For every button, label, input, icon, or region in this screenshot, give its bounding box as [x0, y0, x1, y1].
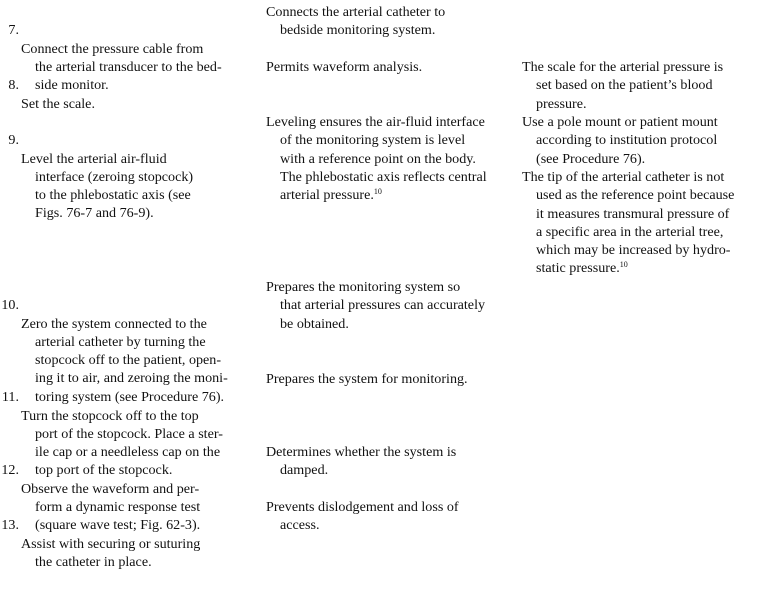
rationale-7: Connects the arterial catheter to bedside monitoring system. — [266, 4, 446, 39]
citation: 10 — [619, 260, 628, 270]
step-number: 9. — [8, 132, 19, 149]
step-text: Turn the stopcock off to the top port of the stopcock. Place a ster- ile cap or a needleless cap on the top port of the stopcock. — [21, 407, 223, 479]
step-number: 8. — [8, 77, 19, 94]
rationale-text: Leveling ensures the air-fluid interface of the monitoring system is level with a reference point on the body. The phlebostatic axis reflects central arterial pressure. — [266, 114, 487, 204]
step-text: Set the scale. — [21, 95, 95, 112]
rationale-10: Prepares the monitoring system so that arterial pressures can accurately be obtained. — [266, 279, 486, 332]
notes-text: The tip of the arterial catheter is not used as the reference point because it measures transmural pressure of a specific area in the arterial tree, which may be increased by hydro- static pressure. — [522, 169, 735, 277]
step-number: 10. — [1, 297, 19, 314]
step-number: 12. — [1, 462, 19, 479]
step-text: Level the arterial air-fluid interface (zeroing stopcock) to the phlebostatic axis (see Figs. 76-7 and 76-9). — [21, 150, 194, 222]
rationale-9 — [266, 113, 530, 204]
step-text: Zero the system connected to the arterial catheter by turning the stopcock off to the patient, open- ing it to air, and zeroing the moni- toring system (see Procedure 76). — [21, 315, 228, 405]
notes-9b — [522, 168, 762, 278]
notes-9a: Use a pole mount or patient mount according to institution protocol (see Procedure 76). — [522, 114, 718, 167]
step-text: Connect the pressure cable from the arterial transducer to the bed- side monitor. — [21, 40, 222, 94]
rationale-11: Prepares the system for monitoring. — [266, 371, 468, 387]
step-text: Assist with securing or suturing the catheter in place. — [21, 535, 201, 570]
rationale-8: Permits waveform analysis. — [266, 59, 423, 75]
rationale-12: Determines whether the system is damped. — [266, 444, 457, 479]
step-13 — [1, 498, 257, 589]
notes-8: The scale for the arterial pressure is set based on the patient’s blood pressure. — [522, 59, 724, 112]
rationale-13: Prevents dislodgement and loss of access. — [266, 499, 459, 534]
step-number: 13. — [1, 517, 19, 534]
step-9 — [8, 113, 257, 241]
step-number: 11. — [1, 389, 19, 406]
step-number: 7. — [8, 22, 19, 39]
step-text: Observe the waveform and per- form a dynamic response test (square wave test; Fig. 62-3). — [21, 480, 201, 534]
citation: 10 — [373, 187, 382, 197]
